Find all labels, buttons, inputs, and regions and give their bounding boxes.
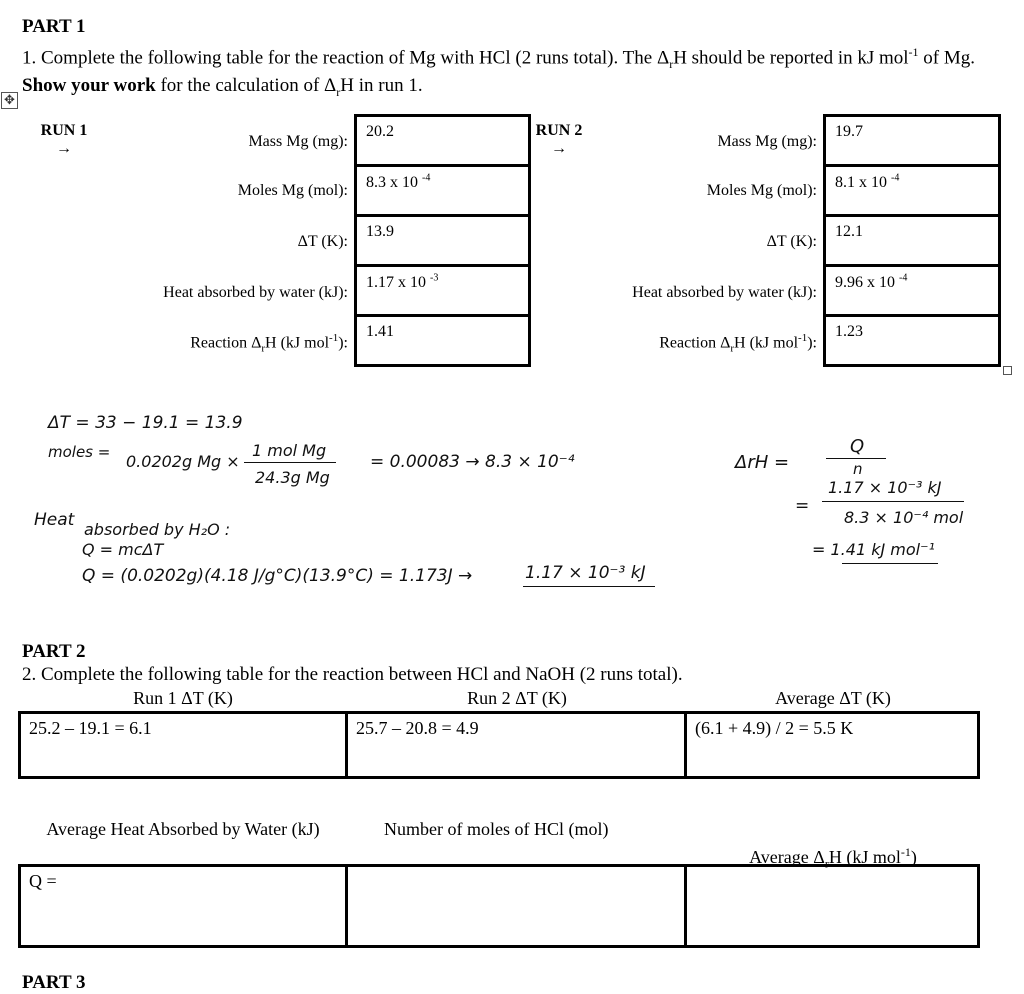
t2-heat-value: Q = bbox=[29, 871, 57, 891]
run1-label-mass: Mass Mg (mg): bbox=[248, 133, 348, 150]
t1-header-avg: Average ΔT (K) bbox=[775, 688, 891, 708]
run1-moles-value: 8.3 x 10 $^{-4}$ bbox=[366, 173, 431, 192]
hw-moles-label: moles = bbox=[48, 443, 111, 461]
t1-header-run2: Run 2 ΔT (K) bbox=[467, 688, 567, 708]
hw-drh-den: n bbox=[853, 460, 863, 478]
run1-heat-cell[interactable] bbox=[354, 264, 531, 317]
t1-run1-value: 25.2 – 19.1 = 6.1 bbox=[29, 718, 152, 738]
t2-cell-heat[interactable] bbox=[21, 867, 348, 945]
part1-question: 1. Complete the following table for the reaction of Mg with HCl (2 runs total). The $\Delta_rH$ should be reported in kJ mol$^{-1}$ of Mg. Show your work for the calculation of $\Delta_rH$ in run 1. bbox=[22, 45, 976, 99]
t1-avg-value: (6.1 + 4.9) / 2 = 5.5 K bbox=[695, 718, 854, 738]
hw-drh-underline bbox=[842, 563, 938, 564]
part2-question: 2. Complete the following table for the reaction between HCl and NaOH (2 runs total). bbox=[22, 664, 683, 685]
run1-dt-value: 13.9 bbox=[366, 223, 394, 240]
run2-mass-value: 19.7 bbox=[835, 123, 863, 140]
hw-q-calc: Q = (0.0202g)(4.18 J/g°C)(13.9°C) = 1.173J → bbox=[82, 566, 473, 586]
run2-drh-cell[interactable] bbox=[823, 314, 1001, 367]
move-handle-icon[interactable]: ✥ bbox=[1, 92, 18, 109]
table2 bbox=[18, 864, 980, 948]
run2-dt-cell[interactable] bbox=[823, 214, 1001, 267]
run2-title: RUN 2 → bbox=[535, 122, 583, 157]
table1 bbox=[18, 711, 980, 779]
hw-drh-line bbox=[826, 458, 886, 459]
hw-q-result: 1.17 × 10⁻³ kJ bbox=[525, 563, 646, 583]
t1-cell-run1[interactable] bbox=[21, 714, 348, 776]
t1-header-run1: Run 1 ΔT (K) bbox=[133, 688, 233, 708]
run1-drh-value: 1.41 bbox=[366, 323, 394, 340]
t2-header-drh: Average $\Delta_rH$ (kJ mol$^{-1}$) bbox=[749, 845, 917, 871]
hw-frac-num: 1 mol Mg bbox=[252, 441, 327, 460]
run2-label-heat: Heat absorbed by water (kJ): bbox=[632, 284, 817, 301]
hw-eq-sign-1: = bbox=[795, 496, 810, 516]
t2-header-heat: Average Heat Absorbed by Water (kJ) bbox=[46, 819, 320, 839]
t2-cell-drh[interactable] bbox=[687, 867, 977, 945]
t2-header-moles: Number of moles of HCl (mol) bbox=[384, 819, 609, 839]
run1-heat-value: 1.17 x 10 $^{-3}$ bbox=[366, 273, 439, 292]
run2-dt-value: 12.1 bbox=[835, 223, 863, 240]
hw-drh-line2 bbox=[822, 501, 964, 502]
run1-label-dt: ΔT (K): bbox=[297, 233, 348, 250]
run2-heat-value: 9.96 x 10 $^{-4}$ bbox=[835, 273, 908, 292]
t2-cell-moles[interactable] bbox=[348, 867, 687, 945]
hw-frac-line bbox=[244, 462, 336, 463]
hw-drh-label: ΔrH = bbox=[735, 452, 790, 473]
t1-cell-run2[interactable] bbox=[348, 714, 687, 776]
run1-mass-cell[interactable] bbox=[354, 114, 531, 167]
run1-dt-cell[interactable] bbox=[354, 214, 531, 267]
part1-heading: PART 1 bbox=[22, 16, 86, 37]
run1-moles-cell[interactable] bbox=[354, 164, 531, 217]
resize-handle[interactable] bbox=[1003, 366, 1012, 375]
hw-drh-num: Q bbox=[850, 436, 865, 457]
run2-label-drh: Reaction $\Delta_rH$ (kJ mol$^{-1}$): bbox=[659, 332, 817, 355]
hw-heat-label: Heat bbox=[34, 510, 75, 530]
t1-run2-value: 25.7 – 20.8 = 4.9 bbox=[356, 718, 479, 738]
hw-drh-num2: 1.17 × 10⁻³ kJ bbox=[828, 478, 942, 497]
run2-drh-value: 1.23 bbox=[835, 323, 863, 340]
part3-heading: PART 3 bbox=[22, 972, 86, 993]
run2-heat-cell[interactable] bbox=[823, 264, 1001, 317]
run2-mass-cell[interactable] bbox=[823, 114, 1001, 167]
run2-moles-cell[interactable] bbox=[823, 164, 1001, 217]
hw-moles-expr: 0.0202g Mg × bbox=[126, 452, 240, 471]
hw-drh-result: = 1.41 kJ mol⁻¹ bbox=[812, 540, 935, 559]
run1-mass-value: 20.2 bbox=[366, 123, 394, 140]
run1-label-moles: Moles Mg (mol): bbox=[237, 182, 348, 199]
run2-label-dt: ΔT (K): bbox=[766, 233, 817, 250]
run2-label-mass: Mass Mg (mg): bbox=[717, 133, 817, 150]
run2-label-moles: Moles Mg (mol): bbox=[706, 182, 817, 199]
hw-q-formula: Q = mcΔT bbox=[82, 540, 164, 559]
hw-drh-den2: 8.3 × 10⁻⁴ mol bbox=[844, 508, 964, 527]
hw-frac-den: 24.3g Mg bbox=[255, 468, 330, 487]
run1-title: RUN 1 → bbox=[40, 122, 88, 157]
part2-heading: PART 2 bbox=[22, 641, 86, 662]
hw-absorbed-line: absorbed by H₂O : bbox=[84, 520, 231, 539]
run1-label-heat: Heat absorbed by water (kJ): bbox=[163, 284, 348, 301]
hw-moles-result: = 0.00083 → 8.3 × 10⁻⁴ bbox=[370, 452, 575, 472]
run2-moles-value: 8.1 x 10 $^{-4}$ bbox=[835, 173, 900, 192]
hw-q-underline bbox=[523, 586, 655, 587]
run1-drh-cell[interactable] bbox=[354, 314, 531, 367]
t1-cell-avg[interactable] bbox=[687, 714, 977, 776]
run1-label-drh: Reaction $\Delta_rH$ (kJ mol$^{-1}$): bbox=[190, 332, 348, 355]
hw-dt-line: ΔT = 33 − 19.1 = 13.9 bbox=[48, 413, 243, 433]
